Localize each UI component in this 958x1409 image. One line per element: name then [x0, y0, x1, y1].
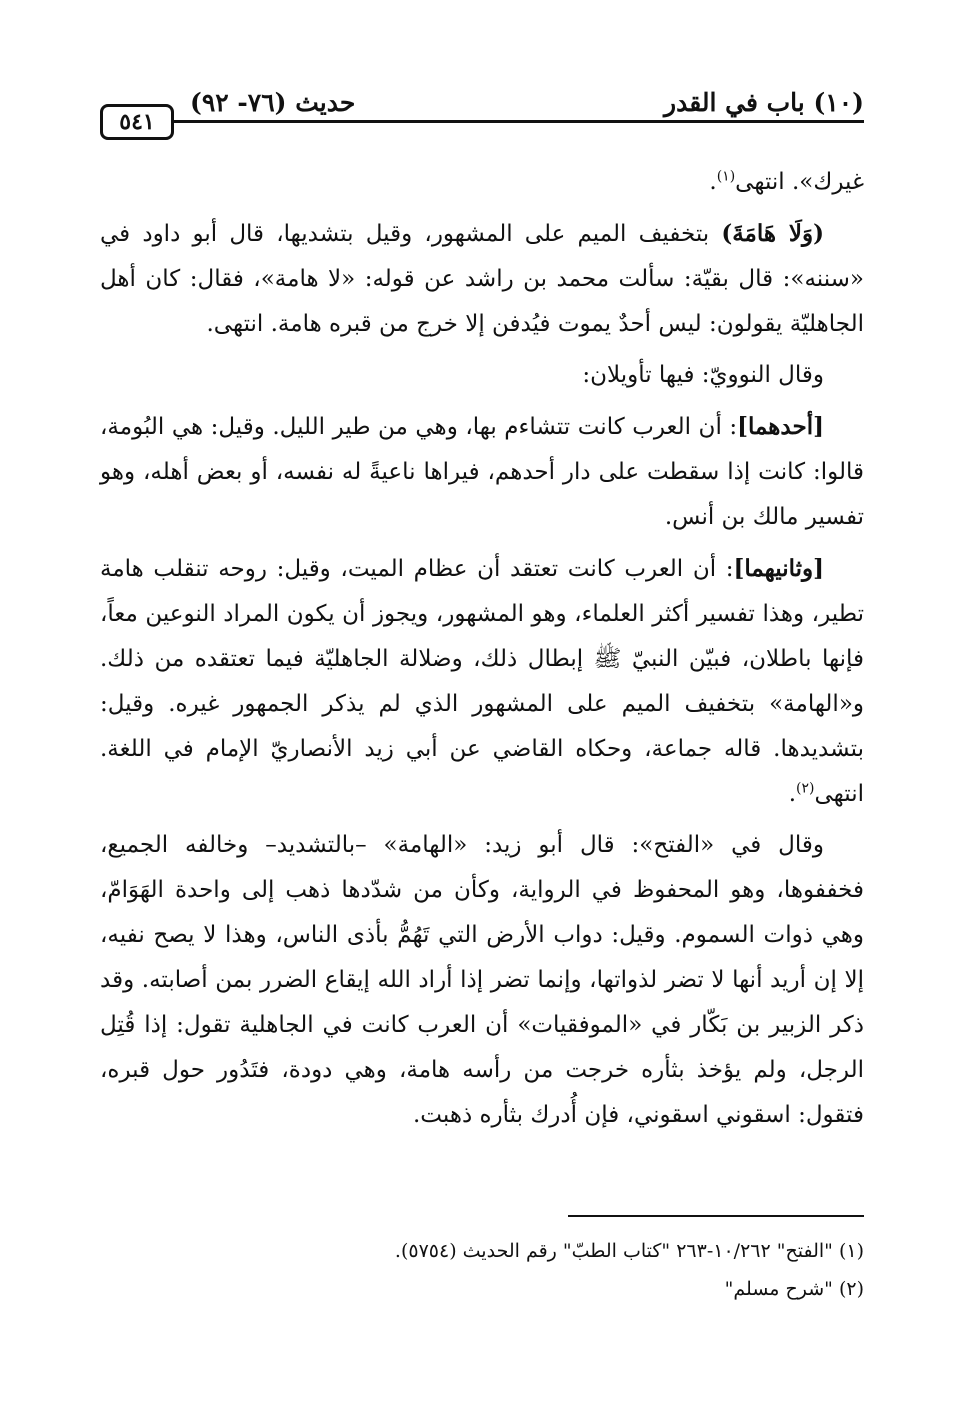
paragraph-text: وقال النوويّ: فيها تأويلان: [582, 362, 824, 388]
paragraph-text: وقال في «الفتح»: قال أبو زيد: «الهامة» –بالتشديد– وخالفه الجميع، فخففوها، وهو المحفوظ في الرواية، وكأن من شدّدها ذهب إلى واحدة الهَوَامّ، وهي ذوات السموم. وقيل: دواب الأرض التي تَهُمُّ بأذى الناس، وهذا لا يصح نفيه، إلا إن أريد أنها لا تضر لذواتها، وإنما تضر إذا أراد الله إيقاع الضرر بمن أصابته. وقد ذكر الزبير بن بَكّار في «الموفقيات» أن العرب كانت في الجاهلية تقول: إذا قُتِل الرجل، ولم يؤخذ بثأره خرجت من رأسه هامة، وهي دودة، فتَدُور حول قبره، فتقول: اسقوني اسقوني، فإن أُدرك بثأره ذهبت. [100, 832, 864, 1128]
footnote-ref: (١) [716, 168, 736, 185]
footnote: (١) "الفتح" ١٠/٢٦٢-٢٦٣ "كتاب الطبّ" رقم الحديث (٥٧٥٤). [394, 1240, 864, 1262]
paragraph-text: : أن العرب كانت تعتقد أن عظام الميت، وقيل: روحه تنقلب هامة تطير، وهذا تفسير أكثر العلماء، وهو المشهور، ويجوز أن يكون المراد النوعين معاً، فإنها باطلان، فبيّن النبيّ ﷺ إبطال ذلك، وضلالة الجاهليّة فيما تعتقده من ذلك. و«الهامة» بتخفيف الميم على المشهور الذي لم يذكر الجمهور غيره. وقيل: بتشديدها. قاله جماعة، وحكاه القاضي عن أبي زيد الأنصاريّ الإمام في اللغة. انتهى [100, 556, 864, 807]
paragraph: [وثانيهما]: أن العرب كانت تعتقد أن عظام الميت، وقيل: روحه تنقلب هامة تطير، وهذا تفسير أكثر العلماء، وهو المشهور، ويجوز أن يكون المراد النوعين معاً، فإنها باطلان، فبيّن النبيّ ﷺ إبطال ذلك، وضلالة الجاهليّة فيما تعتقده من ذلك. و«الهامة» بتخفيف الميم على المشهور الذي لم يذكر الجمهور غيره. وقيل: بتشديدها. قاله جماعة، وحكاه القاضي عن أبي زيد الأنصاريّ الإمام في اللغة. انتهى$^{(٢)}$. [100, 555, 864, 807]
paragraph: غيرك». انتهى$^{(١)}$. [709, 168, 864, 195]
paragraph [100, 404, 864, 540]
paragraph-text: بتخفيف الميم على المشهور، وقيل بتشديها، قال أبو داود في «سننه»: قال بقيّة: سألت محمد بن راشد عن قوله: «لا هامة»، فقال: كان أهل الجاهليّة يقولون: ليس أحدٌ يموت فيُدفن إلا خرج من قبره هامة. انتهى. [100, 221, 864, 337]
chapter-title: (١٠) باب في القدر [664, 88, 864, 117]
page-number: ٥٤١ [100, 104, 174, 140]
paragraph-text: : أن العرب كانت تتشاءم بها، وهي من طير الليل. وقيل: هي البُومة، قالوا: كانت إذا سقطت على دار أحدهم، فيراها ناعيةً له نفسه، أو بعض أهله، وهو تفسير مالك بن أنس. [100, 414, 864, 530]
lemma: [وثانيهما] [733, 555, 824, 582]
header-rule [172, 120, 864, 123]
lemma: (وَلَا هَامَةَ) [721, 220, 824, 247]
footnote-rule [568, 1215, 864, 1217]
page-header [100, 82, 864, 142]
paragraph-text: غيرك». انتهى [735, 169, 864, 195]
paragraph [100, 823, 864, 1138]
hadith-range: حديث (٧٦- ٩٢) [190, 88, 356, 117]
footnote-ref: (٢) [796, 780, 815, 797]
paragraph [100, 211, 864, 347]
footnote: (٢) "شرح مسلم" [724, 1278, 864, 1300]
main-text [100, 160, 864, 1144]
paragraph [100, 353, 864, 398]
lemma: [أحدهما] [737, 413, 824, 440]
footnotes [100, 1232, 864, 1308]
